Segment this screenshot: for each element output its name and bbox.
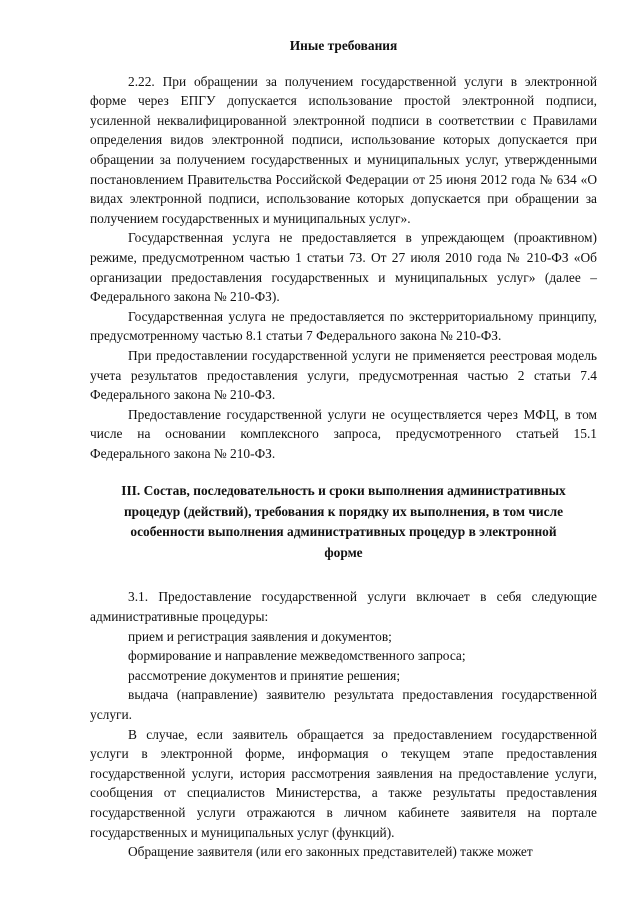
paragraph-appeal: Обращение заявителя (или его законных представителей) также может xyxy=(128,844,533,860)
paragraph-extraterritorial: Государственная услуга не предоставляется по экстерриториальному принципу, предусмотренному частью 8.1 статьи 7 Федерального закона № 210-ФЗ. xyxy=(90,308,597,344)
document-page xyxy=(90,36,597,862)
paragraph-proactive-mode: Государственная услуга не предоставляется в упреждающем (проактивном) режиме, предусмотренном частью 1 статьи 7З. От 27 июля 2010 года № 210-ФЗ «Об организации предоставления государственных и муниципальных услуг» (далее – Федерального закона № 210-ФЗ). xyxy=(90,230,597,305)
paragraph-mfc: Предоставление государственной услуги не осуществляется через МФЦ, в том числе на основании комплексного запроса, предусмотренного статьей 15.1 Федерального закона № 210-ФЗ. xyxy=(90,406,597,461)
section-iii-heading: III. Состав, последовательность и сроки выполнения административных процедур (действий), требования к порядку их выполнения, в том числе особенности выполнения административных процедур в электронной форме xyxy=(121,483,566,560)
paragraph-3-1: 3.1. Предоставление государственной услуги включает в себя следующие административные процедуры: xyxy=(90,589,597,625)
paragraph-issuance: выдача (направление) заявителю результата предоставления государственной услуги. xyxy=(90,687,597,723)
procedure-item: формирование и направление межведомственного запроса; xyxy=(128,648,466,664)
paragraph-2-22: 2.22. При обращении за получением государственной услуги в электронной форме через ЕПГУ допускается использование простой электронной подписи, усиленной неквалифицированной электронной подписи в соответствии с Правилами определения видов электронной подписи, использование которых допускается при обращении за получением государственных и муниципальных услуг, утвержденными постановлением Правительства Российской Федерации от 25 июня 2012 года № 634 «О видах электронной подписи, использование которых допускается при обращении за получением государственных и муниципальных услуг». xyxy=(90,73,597,226)
paragraph-registry-model: При предоставлении государственной услуги не применяется реестровая модель учета результатов предоставления услуги, предусмотренная частью 2 статьи 7.4 Федерального закона № 210-ФЗ. xyxy=(90,347,597,403)
procedure-item: прием и регистрация заявления и документов; xyxy=(128,628,392,644)
paragraph-electronic-form: В случае, если заявитель обращается за предоставлением государственной услуги в электронной форме, информация о текущем этапе предоставления государственной услуги, история рассмотрения заявления на предоставление услуги, сообщения от специалистов Министерства, а также результаты предоставления государственной услуги отражаются в личном кабинете заявителя на портале государственных и муниципальных услуг (функций). xyxy=(90,726,597,840)
section-title: Иные требования xyxy=(289,38,398,53)
procedure-item: рассмотрение документов и принятие решения; xyxy=(128,667,401,683)
